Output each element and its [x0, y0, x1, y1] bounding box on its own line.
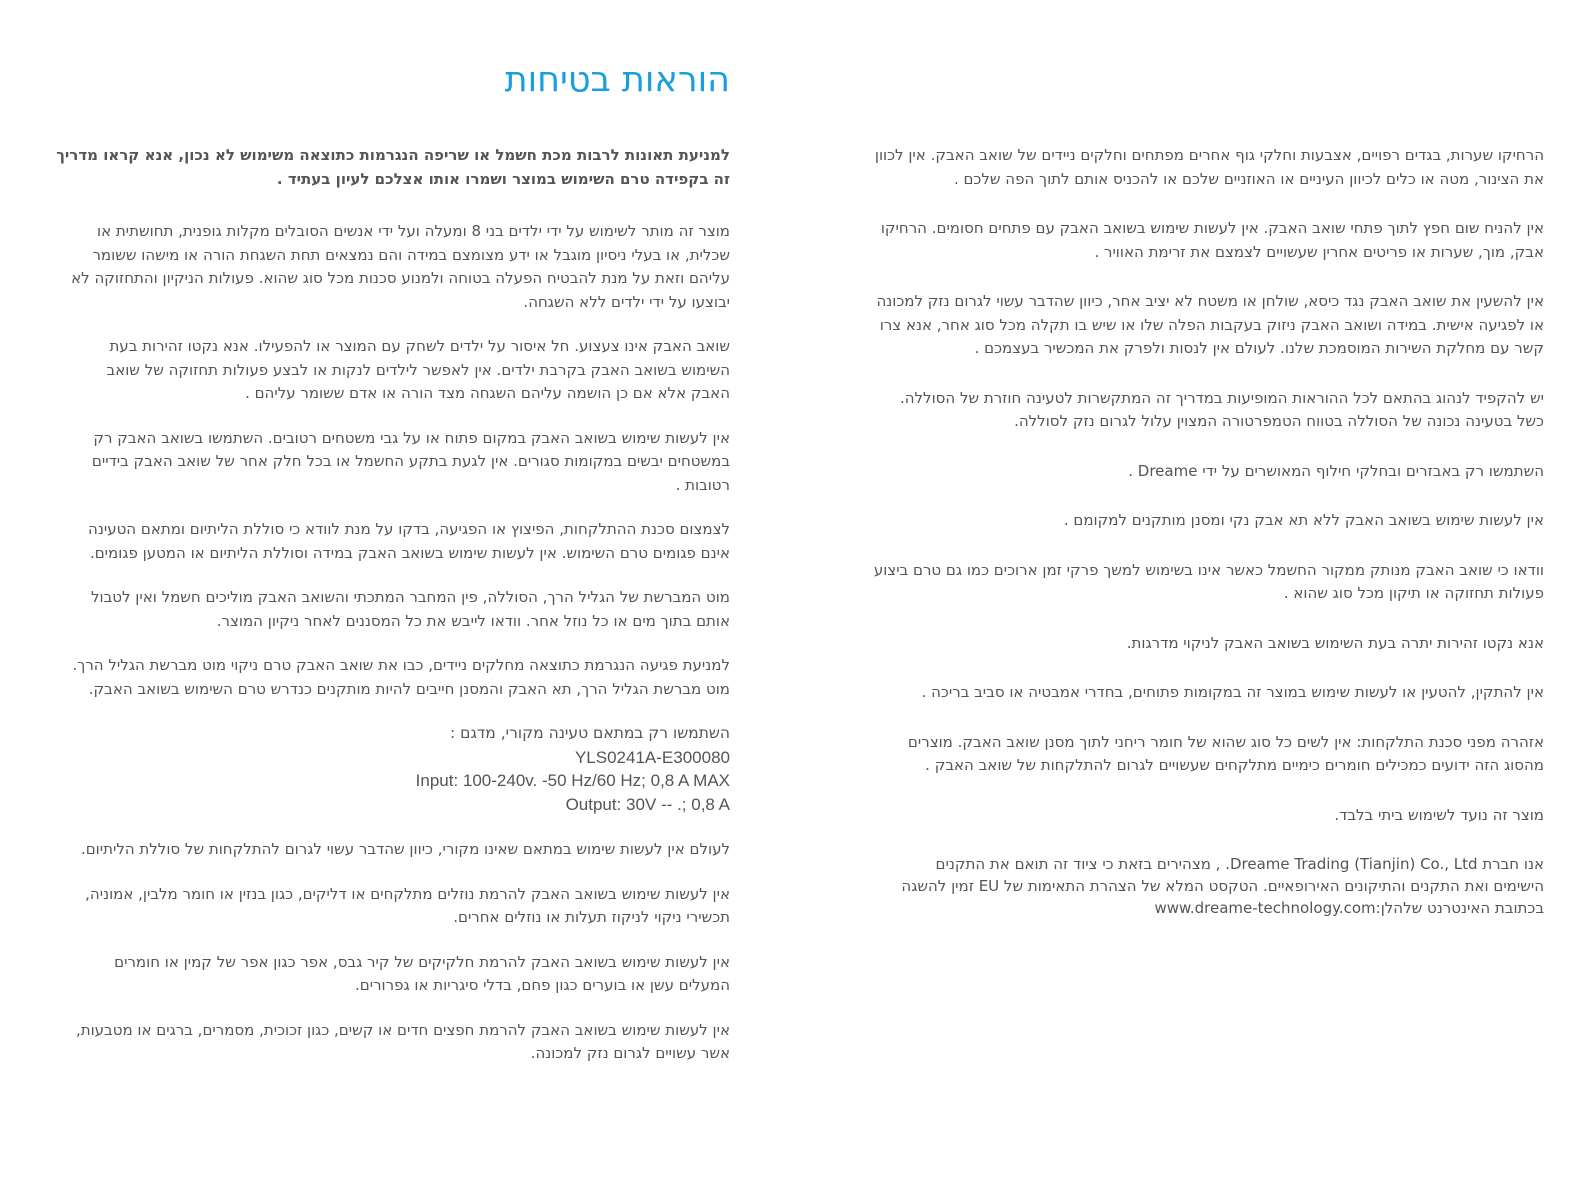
paragraph: אין להתקין, להטעין או לעשות שימוש במוצר זה במקומות פתוחים, בחדרי אמבטיה או סביב בריכה .: [921, 683, 1544, 701]
intro-warning: למניעת תאונות לרבות מכת חשמל או שריפה הנגרמות כתוצאה משימוש לא נכון, אנא קראו מדריך זה בקפידה טרם השימוש במוצר ושמרו אותו אצלכם לעיון בעתיד .: [56, 146, 730, 188]
paragraph: לצמצום סכנת ההתלקחות, הפיצוץ או הפגיעה, בדקו על מנת לוודא כי סוללת הליתיום ומתאם הטעינה אינם פגומים טרם השימוש. אין לעשות שימוש בשואב האבק במידה וסוללת הליתיום או המטען פגומים.: [88, 520, 730, 562]
paragraph: מוצר זה נועד לשימוש ביתי בלבד.: [1334, 805, 1544, 824]
paragraph: הרחיקו שערות, בגדים רפויים, אצבעות וחלקי גוף אחרים מפתחים וחלקים ניידים של שואב האבק. אין לכוון את הצינור, מטה או כלים לכיוון העיניים או האוזניים שלכם או להכניס אותם לתוך הפה שלכם .: [874, 146, 1544, 188]
paragraph: מוצר זה מותר לשימוש על ידי ילדים בני 8 ומעלה ועל ידי אנשים הסובלים מקלות גופנית, תחושתית או שכלית, או בעלי ניסיון מוגבל או ידע מצומצם במידה והם נמצאים תחת השגחת הורה או מישהו ששומר עליהם וזאת על מנת להבטיח הפעלה בטוחה ולמנוע סכנות מכל סוג שהוא. פעולות הניקיון והתחזוקה לא יבוצעו על ידי ילדים ללא השגחה.: [71, 222, 730, 311]
charger-output: Output: 30V -- .; 0,8 A: [565, 794, 730, 814]
paragraph: וודאו כי שואב האבק מנותק ממקור החשמל כאשר אינו בשימוש למשך פרקי זמן ארוכים כמו גם טרם ביצוע פעולות תחזוקה או תיקון מכל סוג שהוא .: [873, 560, 1544, 602]
paragraph: השתמשו רק באבזרים ובחלקי חילוף המאושרים על ידי Dreame .: [1128, 461, 1544, 480]
paragraph: שואב האבק אינו צעצוע. חל איסור על ילדים לשחק עם המוצר או להפעילו. אנא נקטו זהירות בעת השימוש בשואב האבק בקרבת ילדים. אין לאפשר לילדים לנקות או לבצע פעולות תחזוקה של שואב האבק אלא אם כן הושמה עליהם השגחה מצד הורה או אדם ששומר עליהם .: [106, 337, 730, 402]
left-column: [48, 144, 730, 1087]
paragraph: אזהרה מפני סכנת התלקחות: אין לשים כל סוג שהוא של חומר ריחני לתוך מסנן שואב האבק. מוצרים מהסוג הזה ידועים כמכילים חומרים כימיים מתלקחים שעשויים לגרום להתלקחות של שואב האבק .: [907, 732, 1544, 774]
paragraph: אין לעשות שימוש בשואב האבק להרמת חלקיקים של קיר גבס, אפר כגון אפר של קמין או חומרים המעלים עשן או בוערים כגון פחם, בדלי סיגריות או גפרורים.: [114, 952, 730, 994]
eu-declaration: אנו חברת Dreame Trading (Tianjin) Co., Ltd. , מצהירים בזאת כי ציוד זה תואם את התקנים הישימים ואת התקנים והתיקונים האירופאיים. הטקסט המלא של הצהרת התאימות של EU זמין להשגה בכתובת האינטרנט שלהלן:www.dreame-technology.com: [901, 855, 1544, 917]
paragraph: יש להקפיד לנהוג בהתאם לכל ההוראות המופיעות במדריך זה המתקשרות לטעינה חוזרת של הסוללה. כשל בטעינה נכונה של הסוללה בטווח הטמפרטורה המצוין עלול לגרום נזק לסוללה.: [899, 388, 1544, 430]
paragraph: מוט המברשת של הגליל הרך, הסוללה, פין המחבר המתכתי והשואב האבק מוליכים חשמל ואין לטבול אותם בתוך מים או כל נוזל אחר. וודאו לייבש את כל המסננים לאחר ניקיון המוצר.: [90, 588, 730, 630]
paragraph: לעולם אין לעשות שימוש במתאם שאינו מקורי, כיוון שהדבר עשוי לגרום להתלקחות של סוללת הליתיום.: [80, 840, 730, 858]
paragraph: אין לעשות שימוש בשואב האבק להרמת נוזלים מתלקחים או דליקים, כגון בנזין או חומר מלבין, אמוניה, תכשירי ניקוי לניקוז תעלות או נוזלים אחרים.: [85, 884, 730, 926]
page-title: הוראות בטיחות: [504, 60, 730, 100]
paragraph: אין לעשות שימוש בשואב האבק ללא תא אבק נקי ומסנן מותקנים למקומם .: [1063, 511, 1544, 529]
paragraph: אין להניח שום חפץ לתוך פתחי שואב האבק. אין לעשות שימוש בשואב האבק עם פתחים חסומים. הרחיקו אבק, מוך, שערות או פריטים אחרין שעשויים לצמצם את זרימת האוויר .: [880, 219, 1544, 261]
paragraph: אין לעשות שימוש בשואב האבק להרמת חפצים חדים או קשים, כגון זכוכית, מסמרים, ברגים או מטבעות, אשר עשויים לגרום נזק למכונה.: [75, 1020, 730, 1062]
right-column: [852, 144, 1544, 919]
paragraph: אין להשעין את שואב האבק נגד כיסא, שולחן או משטח לא יציב אחר, כיוון שהדבר עשוי לגרום נזק למכונה או לפגיעה אישית. במידה ושואב האבק ניזוק בעקבות הפלה שלו או שיש בו תקלה מכל סוג אחר, אנא צרו קשר עם מחלקת השירות המוסמכת שלנו. לעולם אין לנסות ולפרק את המכשיר בעצמכם .: [876, 292, 1544, 357]
charger-instruction: השתמשו רק במתאם טעינה מקורי, מדגם :: [450, 724, 730, 742]
charger-model: YLS0241A-E300080: [574, 747, 730, 767]
paragraph: למניעת פגיעה הנגרמת כתוצאה מחלקים ניידים, כבו את שואב האבק טרם ניקוי מוט מברשת הגליל הרך. מוט מברשת הגליל הרך, תא האבק והמסנן חייבים להיות מותקנים כנדרש טרם השימוש בשואב האבק.: [72, 656, 730, 698]
paragraph: אין לעשות שימוש בשואב האבק במקום פתוח או על גבי משטחים רטובים. השתמשו בשואב האבק רק במשטחים יבשים במקומות סגורים. אין לגעת בתקע החשמל או בכל חלק אחר של שואב האבק בידיים רטובות .: [91, 428, 730, 494]
charger-specs: [48, 722, 730, 816]
paragraph: אנא נקטו זהירות יתרה בעת השימוש בשואב האבק לניקוי מדרגות.: [1126, 633, 1544, 652]
charger-input: Input: 100-240v. -50 Hz/60 Hz; 0,8 A MAX: [415, 771, 730, 790]
